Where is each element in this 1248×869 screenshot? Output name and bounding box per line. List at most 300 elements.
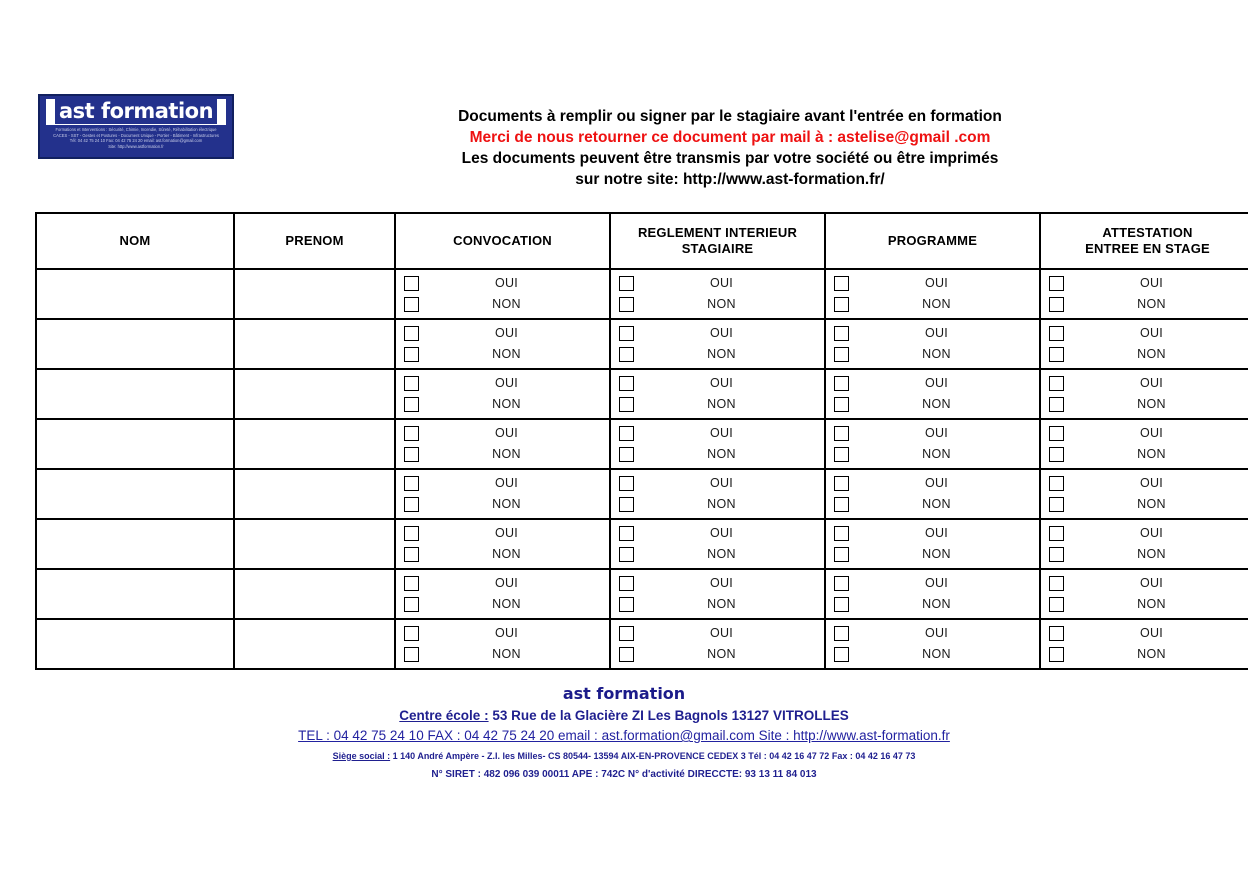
checkbox-convocation-non[interactable] — [404, 497, 419, 512]
column-header-attestation-line2: ENTREE EN STAGE — [1085, 241, 1210, 256]
checkbox-programme-oui[interactable] — [834, 576, 849, 591]
label-non: NON — [922, 447, 951, 461]
label-oui: OUI — [494, 326, 519, 340]
checkbox-stack — [611, 376, 641, 412]
checkbox-stack — [611, 326, 641, 362]
checkbox-reglement-oui[interactable] — [619, 526, 634, 541]
checkbox-stack — [1041, 426, 1071, 462]
choice-labels — [856, 323, 1039, 365]
logo-fineprint-line-3: Tél: 04 42 75 24 10 Fax: 04 42 75 24 20 email: ast.formation@gmail.com — [69, 138, 203, 144]
header-line-return-email: Merci de nous retourner ce document par mail à : astelise@gmail .com — [469, 129, 991, 146]
choice-group — [396, 570, 609, 618]
cell-nom-input[interactable] — [36, 319, 234, 369]
label-oui: OUI — [709, 276, 734, 290]
checkbox-reglement-non[interactable] — [619, 597, 634, 612]
cell-reglement-choice — [610, 619, 825, 669]
cell-attestation-choice — [1040, 419, 1248, 469]
column-header-programme: PROGRAMME — [825, 213, 1040, 269]
label-oui: OUI — [494, 576, 519, 590]
cell-convocation-choice — [395, 319, 610, 369]
cell-nom-input[interactable] — [36, 519, 234, 569]
cell-prenom-input[interactable] — [234, 469, 395, 519]
label-oui: OUI — [1139, 626, 1164, 640]
label-oui: OUI — [709, 576, 734, 590]
label-oui: OUI — [1139, 526, 1164, 540]
label-oui: OUI — [709, 426, 734, 440]
choice-labels — [1071, 273, 1248, 315]
checkbox-convocation-oui[interactable] — [404, 626, 419, 641]
checkbox-stack — [826, 426, 856, 462]
checkbox-stack — [396, 576, 426, 612]
checkbox-attestation-oui[interactable] — [1049, 576, 1064, 591]
choice-group — [1041, 420, 1248, 468]
cell-prenom-input[interactable] — [234, 319, 395, 369]
checkbox-reglement-non[interactable] — [619, 447, 634, 462]
checkbox-stack — [396, 626, 426, 662]
checkbox-convocation-non[interactable] — [404, 397, 419, 412]
label-oui: OUI — [1139, 576, 1164, 590]
table-row — [36, 419, 1248, 469]
choice-group — [1041, 520, 1248, 568]
checkbox-reglement-non[interactable] — [619, 347, 634, 362]
choice-labels — [426, 573, 609, 615]
label-oui: OUI — [1139, 476, 1164, 490]
cell-programme-choice — [825, 619, 1040, 669]
checkbox-reglement-oui[interactable] — [619, 326, 634, 341]
label-non: NON — [1137, 497, 1166, 511]
checkbox-convocation-non[interactable] — [404, 297, 419, 312]
label-non: NON — [492, 647, 521, 661]
cell-attestation-choice — [1040, 469, 1248, 519]
cell-reglement-choice — [610, 269, 825, 319]
checkbox-reglement-oui[interactable] — [619, 426, 634, 441]
choice-group — [826, 420, 1039, 468]
checkbox-reglement-oui[interactable] — [619, 626, 634, 641]
checkbox-attestation-oui[interactable] — [1049, 326, 1064, 341]
checkbox-stack — [611, 476, 641, 512]
label-non: NON — [707, 397, 736, 411]
cell-reglement-choice — [610, 419, 825, 469]
checkbox-attestation-non[interactable] — [1049, 497, 1064, 512]
column-header-reglement-line1: REGLEMENT INTERIEUR — [637, 225, 798, 240]
label-oui: OUI — [924, 526, 949, 540]
label-oui: OUI — [924, 476, 949, 490]
checkbox-programme-non[interactable] — [834, 497, 849, 512]
column-header-attestation-line1: ATTESTATION — [1102, 225, 1193, 240]
checkbox-attestation-non[interactable] — [1049, 647, 1064, 662]
choice-group — [1041, 270, 1248, 318]
column-header-reglement-line2: STAGIAIRE — [681, 241, 754, 256]
checkbox-programme-oui[interactable] — [834, 526, 849, 541]
choice-group — [826, 320, 1039, 368]
table-row — [36, 569, 1248, 619]
checkbox-convocation-non[interactable] — [404, 647, 419, 662]
label-non: NON — [492, 347, 521, 361]
cell-reglement-choice — [610, 519, 825, 569]
table-row — [36, 469, 1248, 519]
choice-labels — [1071, 523, 1248, 565]
choice-group — [396, 370, 609, 418]
checkbox-convocation-oui[interactable] — [404, 526, 419, 541]
checkbox-stack — [1041, 526, 1071, 562]
checkbox-attestation-non[interactable] — [1049, 297, 1064, 312]
checkbox-attestation-oui[interactable] — [1049, 626, 1064, 641]
label-oui: OUI — [924, 426, 949, 440]
label-non: NON — [922, 347, 951, 361]
checkbox-programme-oui[interactable] — [834, 376, 849, 391]
checkbox-programme-non[interactable] — [834, 647, 849, 662]
label-non: NON — [492, 397, 521, 411]
header-line-instructions: Documents à remplir ou signer par le stagiaire avant l'entrée en formation — [458, 108, 1002, 125]
checkbox-programme-non[interactable] — [834, 447, 849, 462]
cell-prenom-input[interactable] — [234, 619, 395, 669]
choice-labels — [426, 323, 609, 365]
checkbox-attestation-oui[interactable] — [1049, 426, 1064, 441]
checkbox-attestation-oui[interactable] — [1049, 476, 1064, 491]
cell-prenom-input[interactable] — [234, 419, 395, 469]
column-header-nom: NOM — [36, 213, 234, 269]
choice-group — [611, 570, 824, 618]
cell-convocation-choice — [395, 619, 610, 669]
label-oui: OUI — [494, 376, 519, 390]
label-non: NON — [1137, 547, 1166, 561]
column-header-convocation: CONVOCATION — [395, 213, 610, 269]
choice-group — [611, 320, 824, 368]
table-body — [36, 269, 1248, 669]
label-oui: OUI — [494, 476, 519, 490]
choice-labels — [1071, 473, 1248, 515]
choice-group — [1041, 370, 1248, 418]
choice-group — [826, 370, 1039, 418]
choice-group — [611, 470, 824, 518]
checkbox-reglement-oui[interactable] — [619, 376, 634, 391]
checkbox-convocation-non[interactable] — [404, 547, 419, 562]
checkbox-stack — [396, 426, 426, 462]
checkbox-attestation-oui[interactable] — [1049, 376, 1064, 391]
footer-siege-label: Siège social : — [332, 751, 391, 761]
table-header-row — [36, 213, 1248, 269]
label-oui: OUI — [924, 576, 949, 590]
checkbox-stack — [396, 326, 426, 362]
checkbox-programme-oui[interactable] — [834, 276, 849, 291]
label-oui: OUI — [1139, 426, 1164, 440]
company-logo — [38, 94, 234, 159]
checkbox-reglement-oui[interactable] — [619, 276, 634, 291]
label-non: NON — [707, 497, 736, 511]
label-oui: OUI — [709, 526, 734, 540]
table-row — [36, 519, 1248, 569]
document-header — [300, 106, 1160, 190]
logo-fineprint-line-1: Formations et Interventions : Sécurité, Chimie, Incendie, Sûreté, Réhabilitation électrique — [55, 126, 217, 133]
checkbox-stack — [611, 626, 641, 662]
checkbox-convocation-oui[interactable] — [404, 326, 419, 341]
label-non: NON — [492, 447, 521, 461]
choice-group — [611, 370, 824, 418]
checkbox-programme-non[interactable] — [834, 597, 849, 612]
cell-reglement-choice — [610, 469, 825, 519]
checkbox-convocation-non[interactable] — [404, 597, 419, 612]
label-non: NON — [707, 447, 736, 461]
cell-convocation-choice — [395, 569, 610, 619]
cell-prenom-input[interactable] — [234, 269, 395, 319]
choice-labels — [641, 573, 824, 615]
choice-group — [611, 620, 824, 668]
label-oui: OUI — [709, 626, 734, 640]
checkbox-stack — [611, 426, 641, 462]
checkbox-attestation-non[interactable] — [1049, 347, 1064, 362]
cell-prenom-input[interactable] — [234, 369, 395, 419]
label-oui: OUI — [494, 526, 519, 540]
checkbox-reglement-oui[interactable] — [619, 476, 634, 491]
label-non: NON — [492, 597, 521, 611]
checkbox-convocation-oui[interactable] — [404, 426, 419, 441]
choice-group — [611, 420, 824, 468]
logo-wordmark — [46, 99, 226, 125]
footer-legal-identifiers: N° SIRET : 482 096 039 00011 APE : 742C N° d'activité DIRECCTE: 93 13 11 84 013 — [431, 769, 817, 780]
choice-group — [826, 270, 1039, 318]
footer-company-name: ast formation — [562, 684, 686, 703]
choice-group — [1041, 470, 1248, 518]
checkbox-stack — [611, 526, 641, 562]
checkbox-attestation-non[interactable] — [1049, 597, 1064, 612]
table-row — [36, 369, 1248, 419]
choice-labels — [641, 523, 824, 565]
choice-labels — [641, 273, 824, 315]
label-non: NON — [1137, 447, 1166, 461]
table-row — [36, 319, 1248, 369]
cell-programme-choice — [825, 319, 1040, 369]
header-line-website: sur notre site: http://www.ast-formation.fr/ — [575, 171, 885, 188]
checkbox-stack — [396, 276, 426, 312]
label-oui: OUI — [709, 326, 734, 340]
checkbox-convocation-oui[interactable] — [404, 476, 419, 491]
label-oui: OUI — [709, 476, 734, 490]
checkbox-attestation-non[interactable] — [1049, 397, 1064, 412]
choice-labels — [856, 523, 1039, 565]
label-non: NON — [492, 547, 521, 561]
checkbox-programme-non[interactable] — [834, 297, 849, 312]
choice-labels — [856, 273, 1039, 315]
choice-labels — [856, 373, 1039, 415]
checkbox-stack — [1041, 376, 1071, 412]
checkbox-convocation-non[interactable] — [404, 347, 419, 362]
checkbox-stack — [826, 376, 856, 412]
choice-group — [826, 520, 1039, 568]
cell-programme-choice — [825, 469, 1040, 519]
footer-address — [0, 706, 1248, 725]
checkbox-attestation-non[interactable] — [1049, 447, 1064, 462]
checkbox-programme-oui[interactable] — [834, 476, 849, 491]
cell-programme-choice — [825, 369, 1040, 419]
cell-nom-input[interactable] — [36, 469, 234, 519]
label-non: NON — [922, 397, 951, 411]
checkbox-attestation-oui[interactable] — [1049, 526, 1064, 541]
checkbox-stack — [396, 476, 426, 512]
label-non: NON — [922, 597, 951, 611]
cell-nom-input[interactable] — [36, 619, 234, 669]
label-oui: OUI — [924, 626, 949, 640]
checkbox-attestation-non[interactable] — [1049, 547, 1064, 562]
footer-contact-line[interactable]: TEL : 04 42 75 24 10 FAX : 04 42 75 24 20 email : ast.formation@gmail.com Site : http://www.ast-formation.fr — [298, 728, 950, 743]
label-non: NON — [922, 547, 951, 561]
choice-labels — [426, 473, 609, 515]
choice-labels — [641, 423, 824, 465]
choice-group — [826, 620, 1039, 668]
checkbox-stack — [826, 576, 856, 612]
choice-labels — [856, 623, 1039, 665]
label-non: NON — [922, 497, 951, 511]
cell-nom-input[interactable] — [36, 419, 234, 469]
checkbox-stack — [826, 276, 856, 312]
logo-wordmark-text: ast formation — [55, 99, 217, 124]
cell-attestation-choice — [1040, 519, 1248, 569]
label-oui: OUI — [924, 326, 949, 340]
choice-labels — [426, 273, 609, 315]
choice-labels — [856, 473, 1039, 515]
cell-programme-choice — [825, 269, 1040, 319]
cell-nom-input[interactable] — [36, 369, 234, 419]
choice-labels — [1071, 323, 1248, 365]
checkbox-stack — [1041, 276, 1071, 312]
label-non: NON — [707, 547, 736, 561]
choice-labels — [1071, 573, 1248, 615]
label-oui: OUI — [494, 276, 519, 290]
checkbox-stack — [611, 276, 641, 312]
choice-group — [396, 620, 609, 668]
checkbox-reglement-non[interactable] — [619, 397, 634, 412]
checkbox-stack — [1041, 576, 1071, 612]
checkbox-reglement-non[interactable] — [619, 547, 634, 562]
choice-labels — [426, 373, 609, 415]
choice-labels — [856, 423, 1039, 465]
cell-prenom-input[interactable] — [234, 519, 395, 569]
choice-group — [826, 470, 1039, 518]
checkbox-convocation-oui[interactable] — [404, 576, 419, 591]
choice-labels — [1071, 373, 1248, 415]
checkbox-reglement-non[interactable] — [619, 497, 634, 512]
checkbox-reglement-non[interactable] — [619, 297, 634, 312]
label-non: NON — [492, 297, 521, 311]
cell-reglement-choice — [610, 569, 825, 619]
choice-labels — [641, 473, 824, 515]
label-non: NON — [922, 297, 951, 311]
cell-reglement-choice — [610, 319, 825, 369]
cell-attestation-choice — [1040, 569, 1248, 619]
label-non: NON — [492, 497, 521, 511]
choice-labels — [426, 523, 609, 565]
checkbox-programme-non[interactable] — [834, 347, 849, 362]
choice-labels — [1071, 423, 1248, 465]
checkbox-attestation-oui[interactable] — [1049, 276, 1064, 291]
choice-group — [611, 520, 824, 568]
choice-group — [611, 270, 824, 318]
choice-labels — [641, 373, 824, 415]
checkbox-convocation-oui[interactable] — [404, 276, 419, 291]
choice-group — [826, 570, 1039, 618]
label-oui: OUI — [1139, 326, 1164, 340]
checkbox-stack — [826, 526, 856, 562]
logo-fineprint-line-4: Site: http://www.astformation.fr — [108, 143, 164, 149]
cell-prenom-input[interactable] — [234, 569, 395, 619]
cell-attestation-choice — [1040, 269, 1248, 319]
label-oui: OUI — [494, 626, 519, 640]
cell-nom-input[interactable] — [36, 269, 234, 319]
checkbox-programme-oui[interactable] — [834, 326, 849, 341]
checkbox-stack — [396, 526, 426, 562]
label-non: NON — [922, 647, 951, 661]
cell-nom-input[interactable] — [36, 569, 234, 619]
checkbox-convocation-oui[interactable] — [404, 376, 419, 391]
label-non: NON — [1137, 297, 1166, 311]
checkbox-convocation-non[interactable] — [404, 447, 419, 462]
cell-convocation-choice — [395, 469, 610, 519]
footer-siege-social — [0, 749, 1248, 763]
label-oui: OUI — [1139, 376, 1164, 390]
choice-labels — [641, 623, 824, 665]
choice-labels — [641, 323, 824, 365]
column-header-prenom: PRENOM — [234, 213, 395, 269]
choice-group — [396, 520, 609, 568]
label-non: NON — [707, 647, 736, 661]
cell-attestation-choice — [1040, 369, 1248, 419]
label-non: NON — [707, 297, 736, 311]
table-row — [36, 619, 1248, 669]
checkbox-reglement-oui[interactable] — [619, 576, 634, 591]
column-header-reglement-interieur-stagiaire — [610, 213, 825, 269]
choice-labels — [426, 623, 609, 665]
column-header-attestation-entree-en-stage — [1040, 213, 1248, 269]
footer-address-label: Centre école : — [399, 708, 489, 723]
label-oui: OUI — [494, 426, 519, 440]
logo-fineprint-line-2: CACES - SST - Gestes et Postures - Document Unique - Portier - Bâtiment - Infrastructures — [53, 132, 219, 138]
checkbox-reglement-non[interactable] — [619, 647, 634, 662]
checkbox-stack — [396, 376, 426, 412]
header-line-transmission: Les documents peuvent être transmis par votre société ou être imprimés — [461, 150, 999, 167]
choice-labels — [856, 573, 1039, 615]
cell-convocation-choice — [395, 519, 610, 569]
label-non: NON — [1137, 597, 1166, 611]
cell-programme-choice — [825, 419, 1040, 469]
checkbox-stack — [826, 476, 856, 512]
checkbox-programme-oui[interactable] — [834, 626, 849, 641]
label-oui: OUI — [709, 376, 734, 390]
label-non: NON — [1137, 647, 1166, 661]
cell-programme-choice — [825, 519, 1040, 569]
choice-group — [1041, 620, 1248, 668]
checkbox-programme-non[interactable] — [834, 397, 849, 412]
checkbox-programme-oui[interactable] — [834, 426, 849, 441]
cell-convocation-choice — [395, 269, 610, 319]
cell-convocation-choice — [395, 369, 610, 419]
cell-reglement-choice — [610, 369, 825, 419]
choice-labels — [426, 423, 609, 465]
choice-group — [1041, 570, 1248, 618]
documents-checklist-table — [35, 212, 1248, 670]
cell-attestation-choice — [1040, 319, 1248, 369]
choice-group — [396, 470, 609, 518]
checkbox-stack — [1041, 326, 1071, 362]
cell-programme-choice — [825, 569, 1040, 619]
footer-address-value: 53 Rue de la Glacière ZI Les Bagnols 13127 VITROLLES — [488, 708, 849, 723]
label-non: NON — [707, 597, 736, 611]
label-oui: OUI — [924, 376, 949, 390]
label-oui: OUI — [1139, 276, 1164, 290]
cell-attestation-choice — [1040, 619, 1248, 669]
footer-siege-value: 1 140 André Ampère - Z.I. les Milles- CS 80544- 13594 AIX-EN-PROVENCE CEDEX 3 Tél : 04 42 16 47 72 Fax : 04 42 16 47 73 — [390, 751, 916, 761]
choice-labels — [1071, 623, 1248, 665]
choice-group — [1041, 320, 1248, 368]
checkbox-programme-non[interactable] — [834, 547, 849, 562]
